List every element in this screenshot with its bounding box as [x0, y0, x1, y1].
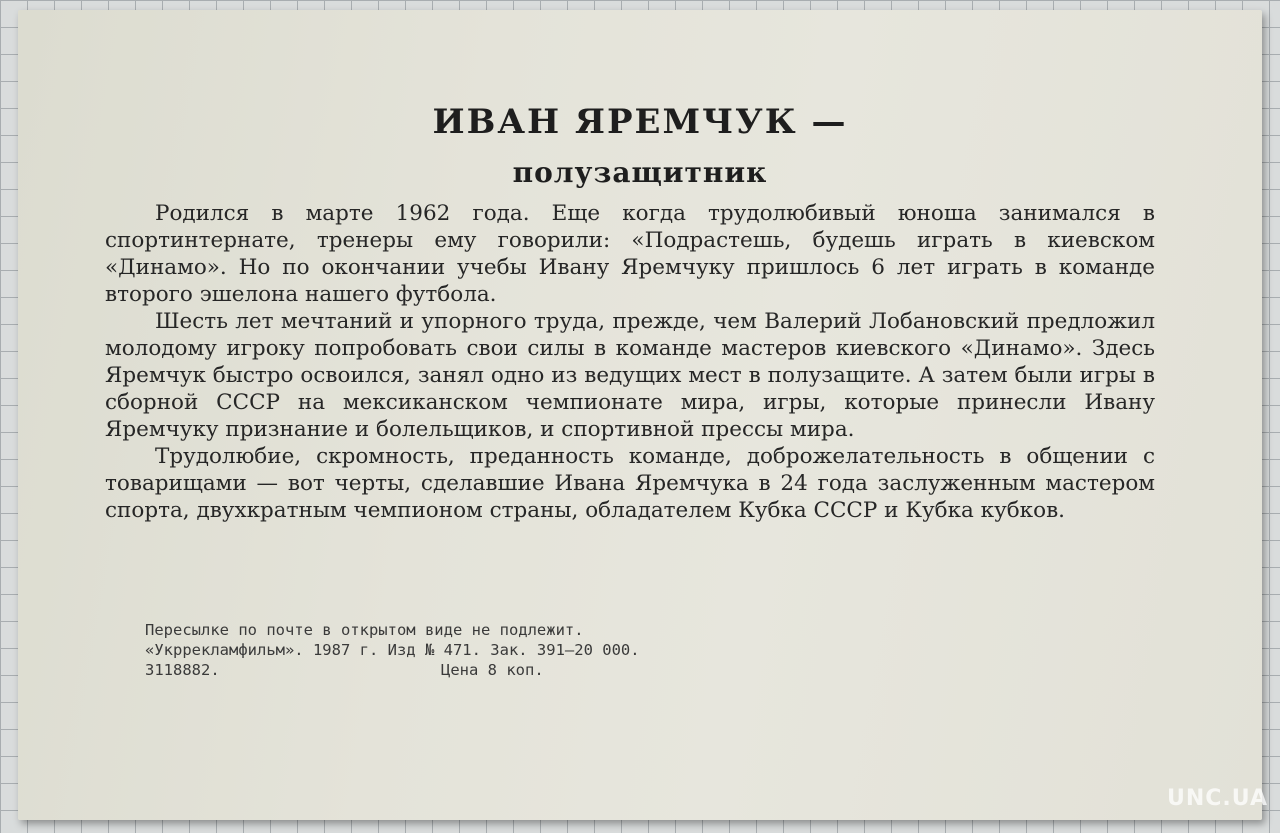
publisher-line: «Укррекламфильм». 1987 г. Изд № 471. Зак. 391—20 000.: [145, 641, 640, 659]
price-label: Цена 8 коп.: [441, 661, 544, 679]
biography-paragraph-3: Трудолюбие, скромность, преданность команде, доброжелательность в общении с товарищами — вот черты, сделавшие Ивана Яремчука в 24 года заслуженным мастером спорта, двухкратным чемпионом страны, обладателем Кубка СССР и Кубка кубков.: [105, 444, 1155, 523]
site-watermark: UNC.UA: [1167, 786, 1268, 811]
player-name-title: ИВАН ЯРЕМЧУК —: [432, 102, 848, 142]
biography-text: [105, 200, 1155, 524]
catalog-code: 3118882.: [145, 661, 220, 679]
postcard-back: [18, 10, 1262, 820]
player-position-subtitle: полузащитник: [512, 156, 768, 189]
publisher-imprint: [145, 620, 640, 680]
biography-paragraph-1: Родился в марте 1962 года. Еще когда трудолюбивый юноша занимался в спортинтернате, тренеры ему говорили: «Подрастешь, будешь играть в киевском «Динамо». Но по окончании учебы Ивану Яремчуку пришлось 6 лет играть в команде второго эшелона нашего футбола.: [105, 201, 1155, 307]
mailing-notice: Пересылке по почте в открытом виде не подлежит.: [145, 621, 584, 639]
biography-paragraph-2: Шесть лет мечтаний и упорного труда, прежде, чем Валерий Лобановский предложил молодому игроку попробовать свои силы в команде мастеров киевского «Динамо». Здесь Яремчук быстро освоился, занял одно из ведущих мест в полузащите. А затем были игры в сборной СССР на мексиканском чемпионате мира, игры, которые принесли Ивану Яремчуку признание и болельщиков, и спортивной прессы мира.: [105, 309, 1155, 442]
price-row: [145, 660, 640, 680]
